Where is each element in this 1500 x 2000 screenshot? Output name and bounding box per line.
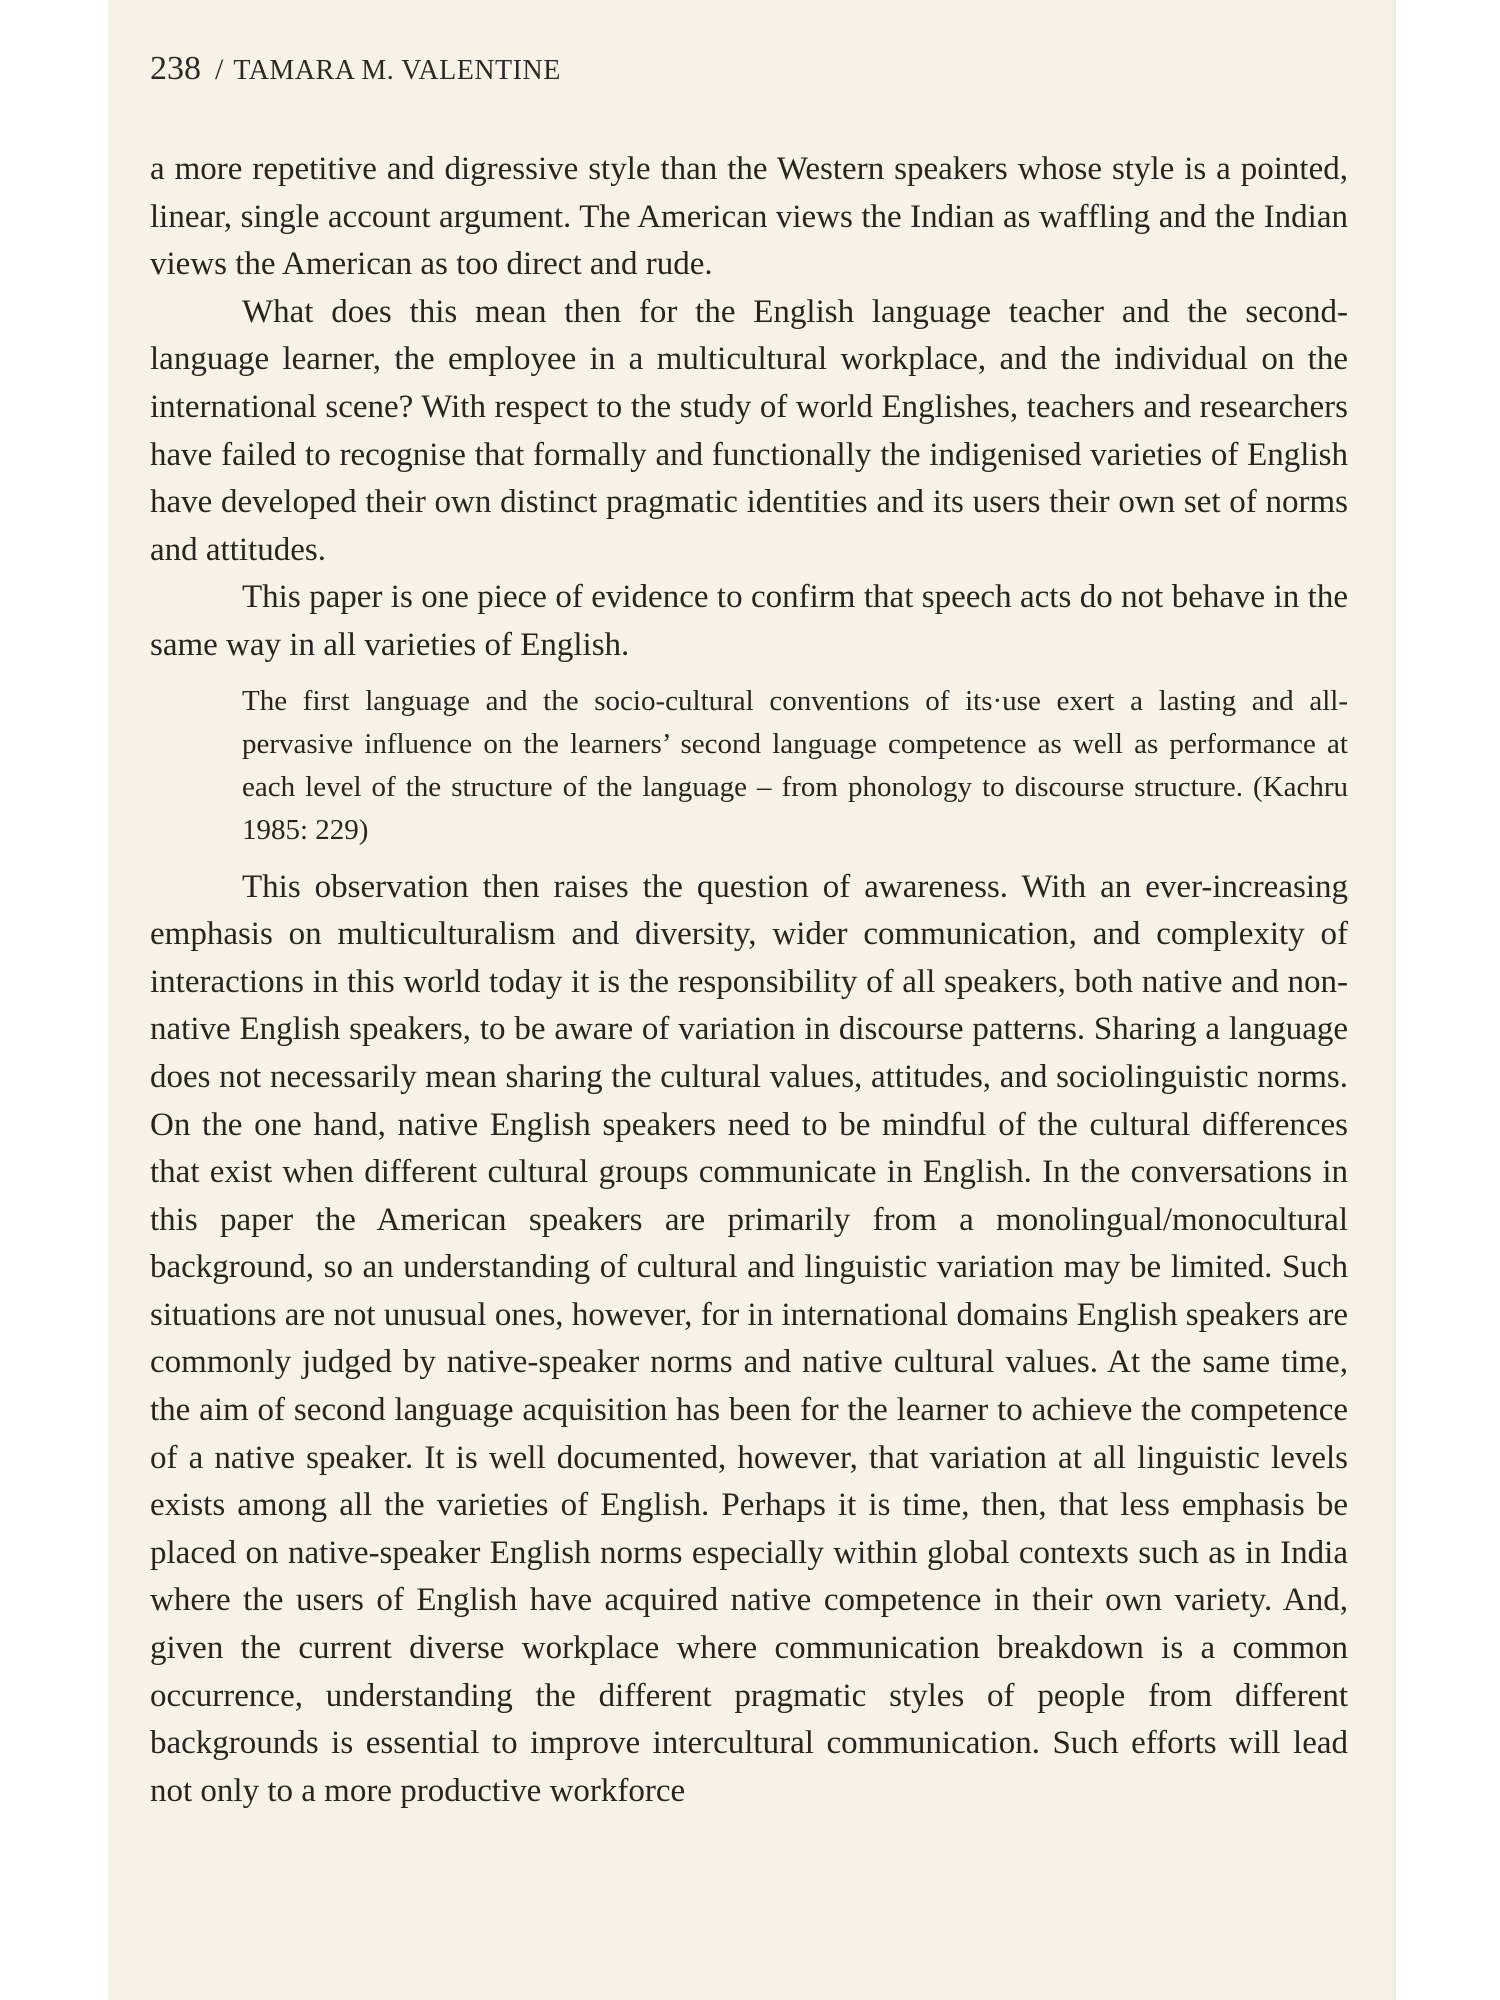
paragraph-evidence: This paper is one piece of evidence to confirm that speech acts do not behave in the same way in all varieties of English. — [150, 579, 1348, 663]
book-page — [108, 0, 1396, 2000]
page-number: 238 — [150, 50, 201, 87]
block-quote-kachru: The first language and the socio-cultural conventions of its·use exert a lasting and all-pervasive influence on the learners’ second language competence as well as performance at each level of the structure of the language – from phonology to discourse structure. (Kachru 1985: 229) — [242, 684, 1348, 846]
page-edge-shadow — [1390, 0, 1396, 2000]
running-head — [150, 50, 561, 88]
body-text — [150, 146, 1348, 1815]
paragraph-implications: What does this mean then for the English language teacher and the second-language learner, the employee in a multicultural workplace, and the individual on the international scene? With respect to the study of world Englishes, teachers and researchers have failed to recognise that formally and functionally the indigenised varieties of English have developed their own distinct pragmatic identities and its users their own set of norms and attitudes. — [150, 293, 1348, 568]
paragraph-continued: a more repetitive and digressive style than the Western speakers whose style is a pointed, linear, single account argument. The American views the Indian as waffling and the Indian views the American as too direct and rude. — [150, 151, 1348, 283]
running-head-author: TAMARA M. VALENTINE — [233, 55, 561, 86]
paragraph-awareness: This observation then raises the question of awareness. With an ever-increasing emphasis on multiculturalism and diversity, wider communication, and complexity of interactions in this world today it is the responsibility of all speakers, both native and non-native English speakers, to be aware of variation in discourse patterns. Sharing a language does not necessarily mean sharing the cultural values, attitudes, and sociolinguistic norms. On the one hand, native English speakers need to be mindful of the cultural differences that exist when different cultural groups communicate in English. In the conversations in this paper the American speakers are primarily from a monolingual/monocultural background, so an understanding of cultural and linguistic variation may be limited. Such situations are not unusual ones, however, for in international domains English speakers are commonly judged by native-speaker norms and native cultural values. At the same time, the aim of second language acquisition has been for the learner to achieve the competence of a native speaker. It is well documented, however, that variation at all linguistic levels exists among all the varieties of English. Perhaps it is time, then, that less emphasis be placed on native-speaker English norms especially within global contexts such as in India where the users of English have acquired native competence in their own variety. And, given the current diverse workplace where communication breakdown is a common occurrence, understanding the different pragmatic styles of people from different backgrounds is essential to improve intercultural communication. Such efforts will lead not only to a more productive workforce — [150, 868, 1348, 1809]
header-separator: / — [215, 53, 224, 86]
